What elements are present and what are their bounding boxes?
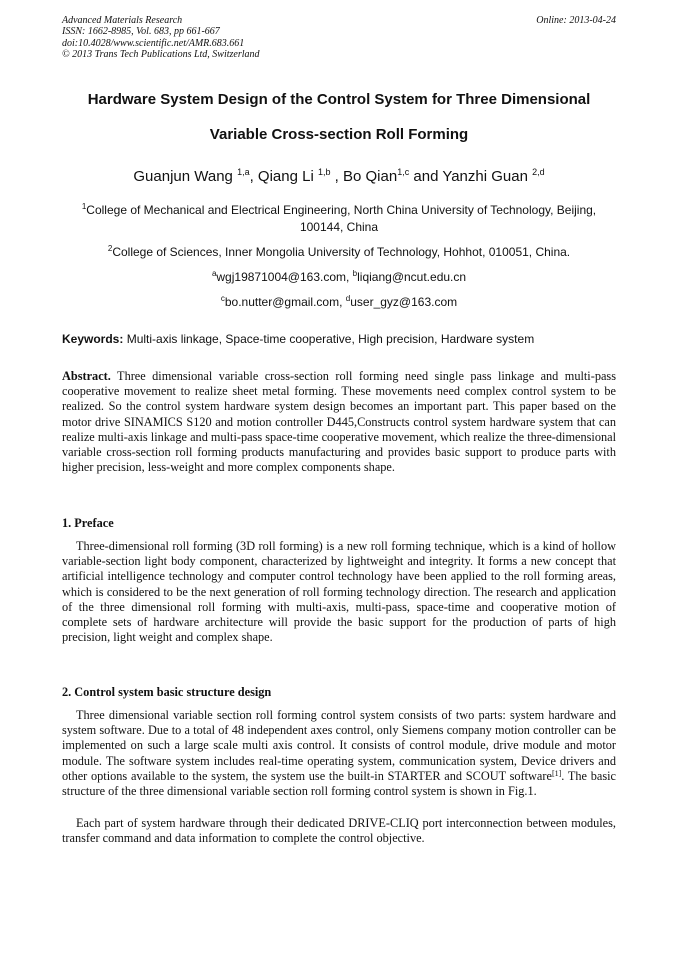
issn-line: ISSN: 1662-8985, Vol. 683, pp 661-667 — [62, 26, 220, 38]
keywords-label: Keywords: — [62, 332, 124, 346]
section-1-heading: 1. Preface — [62, 516, 114, 530]
author-name: Yanzhi Guan — [442, 168, 533, 185]
section-2-paragraph-1 — [62, 708, 616, 799]
affiliation-text: College of Sciences, Inner Mongolia University of Technology, Hohhot, 010051, China. — [112, 245, 571, 259]
author-name: Guanjun Wang — [133, 168, 238, 185]
affiliation-2 — [62, 244, 616, 261]
email-line-2 — [62, 294, 616, 311]
email-sup: d — [345, 294, 351, 303]
author-affiliation-sup: 1,a — [237, 167, 250, 177]
author-name: Qiang Li — [257, 168, 318, 185]
author-name: Bo Qian — [343, 168, 398, 185]
copyright-line: © 2013 Trans Tech Publications Ltd, Switzerland — [62, 49, 260, 61]
author-separator: , — [249, 168, 258, 185]
abstract — [62, 369, 616, 475]
online-date: Online: 2013-04-24 — [536, 15, 616, 26]
affiliation-1 — [62, 202, 616, 236]
email-address: user_gyz@163.com — [350, 295, 458, 309]
keywords-text: Multi-axis linkage, Space-time cooperative, High precision, Hardware system — [123, 332, 535, 346]
section-2-text: . The basic structure of the three dimensional variable section roll forming control system is shown in Fig.1. — [62, 768, 616, 799]
abstract-text: Three dimensional variable cross-section roll forming need single pass linkage and multi-pass cooperative movement to realize sheet metal forming. These movements need complex control system to be realized. So the control system hardware system design becomes an important part. This paper based on the motor drive SINAMICS S120 and motion controller D445,Constructs control system hardware system that can realize multi-axis linkage and multi-pass space-time cooperative movement, which realize the three-dimensional variable cross-section roll forming products manufacturing and provides basic support to produce parts with higher precision, less-weight and more complex components shape. — [62, 369, 616, 475]
author-affiliation-sup: 1,c — [397, 167, 410, 177]
paper-title-line-2: Variable Cross-section Roll Forming — [209, 126, 469, 143]
email-address: liqiang@ncut.edu.cn — [357, 270, 467, 284]
affiliation-text: College of Mechanical and Electrical Engineering, North China University of Technology, Beijing, 100144, China — [86, 203, 597, 234]
author-list — [50, 168, 628, 185]
email-line-1 — [62, 269, 616, 286]
keywords — [62, 332, 616, 346]
email-sup: a — [211, 269, 217, 278]
section-2-text: Three dimensional variable section roll forming control system consists of two parts: system hardware and system software. Due to a total of 48 independent axes control, only Siemens company motion controller can be implemented on such a large scale multi axis control. It consists of control module, drive module and motor module. The software system includes real-time operating system, communication system, Device drivers and other options available to the system, the system use the built-in STARTER and SCOUT software — [62, 708, 616, 783]
journal-header — [62, 15, 616, 61]
author-affiliation-sup: 2,d — [532, 167, 545, 177]
paper-title-line-1: Hardware System Design of the Control System for Three Dimensional — [87, 91, 591, 108]
citation-ref[interactable]: [1] — [551, 768, 562, 778]
author-separator: , — [330, 168, 343, 185]
author-affiliation-sup: 1,b — [317, 167, 331, 177]
section-2-heading: 2. Control system basic structure design — [62, 685, 272, 699]
affiliation-sup: 1 — [81, 202, 87, 211]
email-address: wgj19871004@163.com, — [216, 270, 353, 284]
section-2-paragraph-2: Each part of system hardware through their dedicated DRIVE-CLIQ port interconnection between modules, transfer command and data information to complete the control objective. — [62, 816, 616, 846]
doi-line: doi:10.4028/www.scientific.net/AMR.683.661 — [62, 37, 245, 49]
author-separator: and — [409, 168, 443, 185]
journal-name: Advanced Materials Research — [62, 15, 183, 26]
email-sup: c — [220, 294, 225, 303]
email-address: bo.nutter@gmail.com, — [224, 295, 346, 309]
abstract-label: Abstract. — [62, 369, 111, 383]
affiliation-sup: 2 — [107, 244, 113, 253]
section-1-paragraph: Three-dimensional roll forming (3D roll forming) is a new roll forming technique, which is a kind of hollow variable-section light body component, characterized by lightweight and integrity. It forms a new concept that artificial intelligence technology and computer control technology have been applied to the roll forming areas, which is considered to be the next generation of roll forming technology direction. The research and application of the three dimensional roll forming with multi-axis, multi-pass, space-time and cooperative motion of complete sets of hardware architecture will provide the basic support for the production of parts of high precision, light weight and complex shape. — [62, 539, 616, 645]
email-sup: b — [352, 269, 358, 278]
